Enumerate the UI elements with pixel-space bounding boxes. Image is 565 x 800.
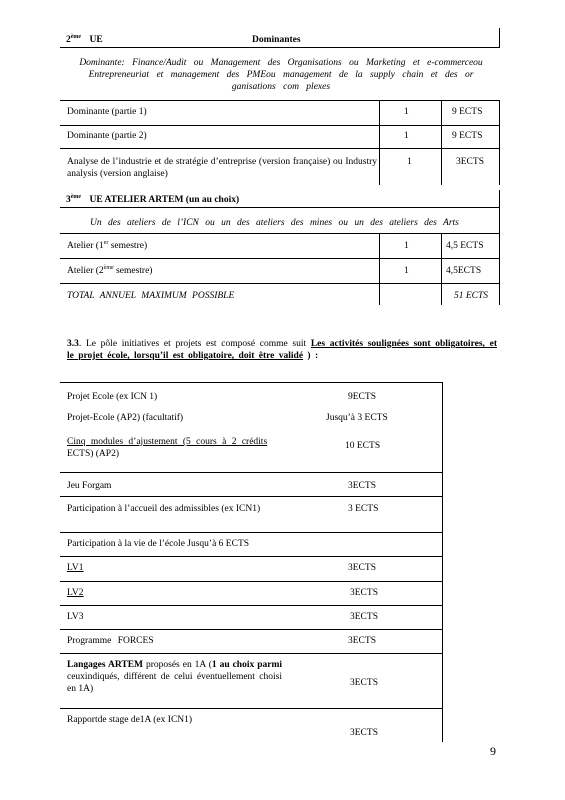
list-item-ects: 9ECTS	[348, 392, 376, 402]
row-qty: 1	[404, 266, 409, 276]
list-item-ects: 3ECTS	[348, 636, 376, 646]
row-ects: 9 ECTS	[452, 131, 483, 141]
row-label: Analyse de l’industrie et de stratégie d’entreprise (version française) ou Industry analysis (version anglaise)	[67, 157, 377, 179]
ue2-header: 2ème UE	[66, 33, 103, 45]
row-qty: 1	[404, 131, 409, 141]
list-item-label: Programme FORCES	[67, 636, 154, 646]
list-item-ects: 3ECTS	[350, 678, 378, 688]
ateliers-description: Un des ateliers de l’ICN ou un des ateliers des mines ou un des ateliers des Arts	[90, 218, 459, 228]
list-item-label: Langages ARTEM proposés en 1A (1 au choix parmi ceuxindiqués, différent de celui éventuellement choisi en 1A)	[67, 660, 282, 694]
table-rule	[60, 100, 500, 101]
table-rule	[60, 382, 443, 383]
table-border	[499, 190, 500, 234]
ue3-header: 3ème UE ATELIER ARTEM (un au choix)	[66, 193, 240, 205]
table-rule	[60, 708, 443, 709]
row-qty: 1	[404, 241, 409, 251]
list-item-ects: 3ECTS	[350, 728, 378, 738]
table-col-divider	[379, 233, 380, 305]
list-item-ects: 3 ECTS	[348, 504, 379, 514]
table-rule	[60, 472, 443, 473]
atelier-label: Atelier (1er semestre)	[67, 239, 148, 251]
table-col-divider	[441, 100, 442, 185]
list-item-ects: 3ECTS	[348, 563, 376, 573]
list-item-ects: 3ECTS	[348, 481, 376, 491]
ue2-title: Dominantes	[252, 35, 301, 45]
table-rule	[60, 258, 500, 259]
list-item-label: Rapportde stage de1A (ex ICN1)	[67, 715, 193, 725]
table-rule	[60, 605, 443, 606]
list-item-label: LV1	[67, 563, 84, 573]
table-col-divider	[441, 233, 442, 305]
row-ects: 3ECTS	[456, 157, 484, 167]
row-qty: 1	[404, 107, 409, 117]
table-rule	[60, 125, 500, 126]
list-item-label: LV3	[67, 612, 84, 622]
table-rule	[60, 581, 443, 582]
list-item-ects: 3ECTS	[350, 612, 378, 622]
table-rule	[60, 207, 500, 208]
table-border	[442, 382, 443, 742]
row-ects: 4,5ECTS	[446, 266, 482, 276]
atelier-label: Atelier (2ème semestre)	[67, 264, 153, 276]
table-rule	[60, 283, 500, 284]
row-label: Dominante (partie 1)	[67, 107, 147, 117]
total-label: TOTAL ANNUEL MAXIMUM POSSIBLE	[67, 291, 235, 301]
row-qty: 1	[407, 157, 412, 167]
list-item-label: Jeu Forgam	[67, 481, 112, 491]
table-rule	[60, 629, 443, 630]
row-ects: 9 ECTS	[452, 107, 483, 117]
table-rule	[60, 148, 500, 149]
total-ects: 51 ECTS	[454, 291, 489, 301]
list-item-label: Participation à la vie de l’école Jusqu’à 6 ECTS	[67, 539, 250, 549]
list-item-label: Cinq modules d’ajustement (5 cours à 2 crédits ECTS) (AP2)	[67, 437, 268, 459]
list-item-label: LV2	[67, 588, 84, 598]
table-rule	[60, 532, 443, 533]
page-number: 9	[490, 744, 496, 758]
list-item-label: Projet-Ecole (AP2) (facultatif)	[67, 413, 184, 423]
row-ects: 4,5 ECTS	[446, 241, 484, 251]
table-rule	[60, 496, 443, 497]
dominante-description: Dominante: Finance/Audit ou Management des Organisations ou Marketing et e-commerceou Entrepreneuriat et management des PMEou management de la supply chain et des or ganisations com plexes	[79, 58, 483, 92]
table-rule	[60, 233, 500, 234]
table-rule	[60, 47, 500, 48]
table-col-divider	[379, 100, 380, 185]
list-item-label: Participation à l’accueil des admissibles (ex ICN1)	[67, 504, 261, 514]
list-item-ects: Jusqu’à 3 ECTS	[326, 413, 388, 423]
table-rule	[60, 556, 443, 557]
table-border	[499, 28, 500, 48]
table-border	[499, 100, 500, 185]
row-label: Dominante (partie 2)	[67, 131, 147, 141]
list-item-ects: 3ECTS	[350, 588, 378, 598]
table-rule	[60, 653, 443, 654]
list-item-ects: 10 ECTS	[345, 441, 381, 451]
table-border	[499, 233, 500, 305]
list-item-label: Projet Ecole (ex ICN 1)	[67, 392, 158, 402]
section-3-3-paragraph: 3.3. Le pôle initiatives et projets est composé comme suit Les activités soulignées sont obligatoires, et le projet école, lorsqu’il est obligatoire, doit être validé ) :	[67, 339, 497, 361]
